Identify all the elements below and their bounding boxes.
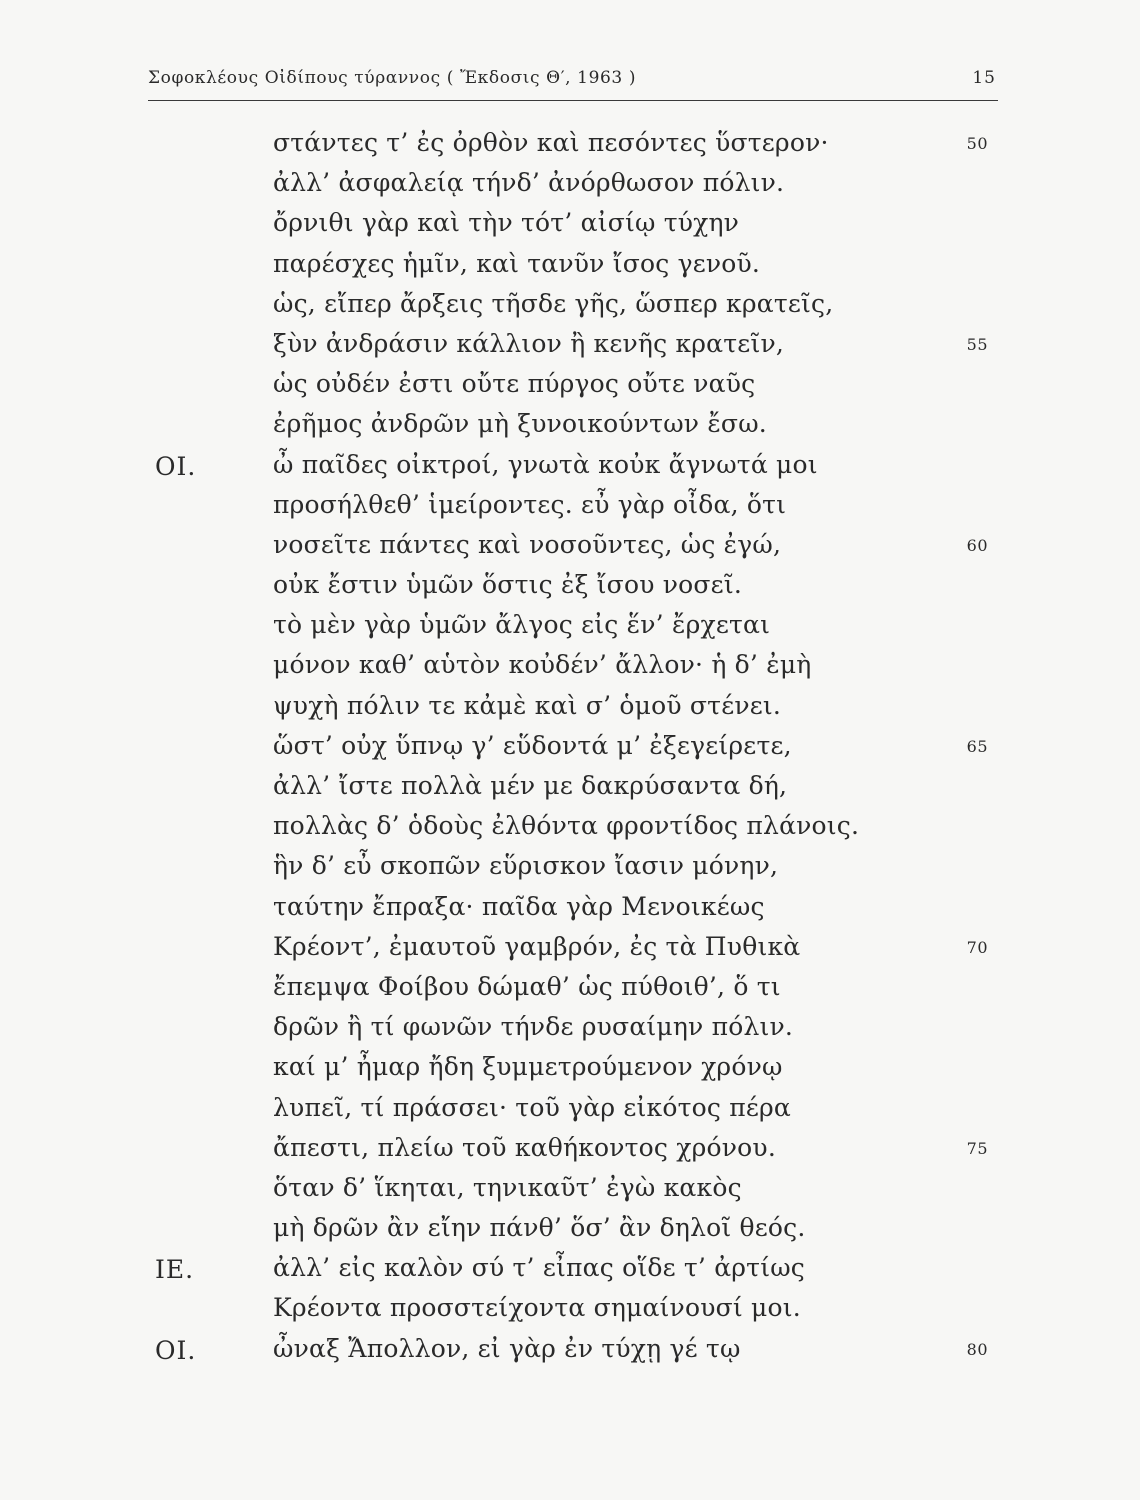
verse-line: [0, 1052, 1140, 1092]
verse-line: [0, 1253, 1140, 1293]
verse-text: λυπεῖ, τί πράσσει· τοῦ γὰρ εἰκότος πέρα: [273, 1092, 792, 1122]
verse-text: οὐκ ἔστιν ὑμῶν ὅστις ἐξ ἴσου νοσεῖ.: [273, 570, 742, 600]
verse-text: ὡς, εἴπερ ἄρξεις τῆσδε γῆς, ὥσπερ κρατεῖς,: [273, 288, 834, 318]
verse-text: ἀλλ’ εἰς καλὸν σύ τ’ εἶπας οἵδε τ’ ἀρτίως: [273, 1253, 805, 1283]
verse-line: [0, 932, 1140, 972]
line-number: 80: [966, 1339, 988, 1359]
verse-line: [0, 650, 1140, 690]
verse-text: Κρέοντα προσστείχοντα σημαίνουσί μοι.: [273, 1293, 801, 1323]
verse-line: [0, 691, 1140, 731]
verse-text: ἔπεμψα Φοίβου δώμαθ’ ὡς πύθοιθ’, ὅ τι: [273, 971, 781, 1001]
verse-line: [0, 1334, 1140, 1374]
verse-line: [0, 1173, 1140, 1213]
line-number: 75: [966, 1138, 988, 1158]
verse-text: ἐρῆμος ἀνδρῶν μὴ ξυνοικούντων ἔσω.: [273, 409, 767, 439]
verse-line: [0, 1293, 1140, 1333]
verse-line: [0, 972, 1140, 1012]
verse-text: τὸ μὲν γὰρ ὑμῶν ἄλγος εἰς ἕν’ ἔρχεται: [273, 610, 771, 640]
verse-line: [0, 249, 1140, 289]
page-number: 15: [972, 68, 996, 88]
running-title: Σοφοκλέους Οἰδίπους τύραννος ( Ἔκδοσις Θ′, 1963 ): [148, 68, 637, 88]
verse-line: [0, 409, 1140, 449]
verse-line: [0, 289, 1140, 329]
verse-line: [0, 1012, 1140, 1052]
verse-text: νοσεῖτε πάντες καὶ νοσοῦντες, ὡς ἐγώ,: [273, 529, 782, 559]
verse-line: [0, 369, 1140, 409]
verse-line: [0, 811, 1140, 851]
verse-line: [0, 1093, 1140, 1133]
verse-text: ψυχὴ πόλιν τε κἀμὲ καὶ σ’ ὁμοῦ στένει.: [273, 690, 782, 720]
verse-text: ἀλλ’ ἀσφαλείᾳ τήνδ’ ἀνόρθωσον πόλιν.: [273, 168, 785, 198]
verse-line: [0, 851, 1140, 891]
verse-text: μὴ δρῶν ἂν εἴην πάνθ’ ὅσ’ ἂν δηλοῖ θεός.: [273, 1213, 806, 1243]
verse-text: ὡς οὐδέν ἐστι οὔτε πύργος οὔτε ναῦς: [273, 369, 756, 399]
header-rule: [148, 100, 998, 101]
verse-text: ἣν δ’ εὖ σκοπῶν εὕρισκον ἴασιν μόνην,: [273, 851, 779, 881]
verse-line: [0, 731, 1140, 771]
verse-line: [0, 490, 1140, 530]
verse-text: προσήλθεθ’ ἱμείροντες. εὖ γὰρ οἶδα, ὅτι: [273, 489, 787, 519]
verse-text: Κρέοντ’, ἐμαυτοῦ γαμβρόν, ἐς τὰ Πυθικὰ: [273, 931, 801, 961]
verse-line: [0, 570, 1140, 610]
verse-text: στάντες τ’ ἐς ὀρθὸν καὶ πεσόντες ὕστερον·: [273, 128, 829, 157]
verse-text: ὦ παῖδες οἰκτροί, γνωτὰ κοὐκ ἄγνωτά μοι: [273, 449, 818, 479]
running-head: [148, 68, 998, 96]
verse-line: [0, 168, 1140, 208]
verse-text: ἄπεστι, πλείω τοῦ καθήκοντος χρόνου.: [273, 1132, 776, 1162]
verse-line: [0, 1213, 1140, 1253]
verse-text: παρέσχες ἡμῖν, καὶ τανῦν ἴσος γενοῦ.: [273, 248, 761, 278]
line-number: 65: [966, 736, 988, 756]
verse-line: [0, 892, 1140, 932]
verse-text: ἀλλ’ ἴστε πολλὰ μέν με δακρύσαντα δή,: [273, 771, 788, 800]
verse-line: [0, 450, 1140, 490]
line-number: 70: [966, 937, 988, 957]
verse-text: πολλὰς δ’ ὁδοὺς ἐλθόντα φροντίδος πλάνοις.: [273, 811, 860, 841]
verse-text: καί μ’ ἦμαρ ἤδη ξυμμετρούμενον χρόνῳ: [273, 1052, 783, 1082]
verse-text: ὄρνιθι γὰρ καὶ τὴν τότ’ αἰσίῳ τύχην: [273, 208, 740, 238]
verse-text: ταύτην ἔπραξα· παῖδα γὰρ Μενοικέως: [273, 891, 765, 921]
verse-line: [0, 1133, 1140, 1173]
line-number: 60: [966, 535, 988, 555]
verse-line: [0, 128, 1140, 168]
verse-line: [0, 771, 1140, 811]
verse-line: [0, 208, 1140, 248]
verse-text: ὥστ’ οὐχ ὕπνῳ γ’ εὕδοντά μ’ ἐξεγείρετε,: [273, 730, 792, 760]
speaker-label: ΟΙ.: [155, 451, 197, 481]
verse-line: [0, 610, 1140, 650]
verse-text: ξὺν ἀνδράσιν κάλλιον ἢ κενῆς κρατεῖν,: [273, 328, 784, 358]
line-number: 55: [966, 334, 988, 354]
verse-text: δρῶν ἢ τί φωνῶν τήνδε ρυσαίμην πόλιν.: [273, 1012, 794, 1042]
verse-block: [0, 128, 1140, 1374]
speaker-label: ΟΙ.: [155, 1335, 197, 1365]
verse-text: ὅταν δ’ ἵκηται, τηνικαῦτ’ ἐγὼ κακὸς: [273, 1172, 742, 1202]
verse-line: [0, 530, 1140, 570]
line-number: 50: [966, 134, 988, 153]
speaker-label: ΙΕ.: [155, 1255, 195, 1285]
verse-text: ὦναξ Ἄπολλον, εἰ γὰρ ἐν τύχῃ γέ τῳ: [273, 1333, 741, 1363]
verse-line: [0, 329, 1140, 369]
verse-text: μόνον καθ’ αὑτὸν κοὐδέν’ ἄλλον· ἡ δ’ ἐμὴ: [273, 650, 812, 680]
